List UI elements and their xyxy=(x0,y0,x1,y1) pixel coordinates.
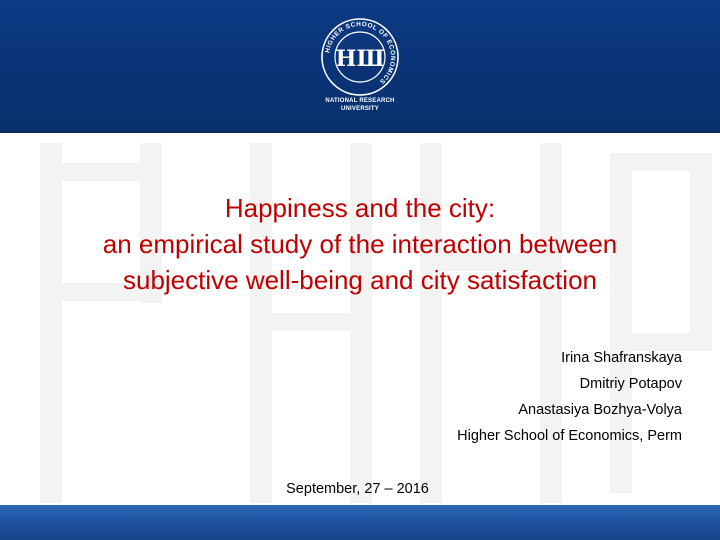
logo-caption-line2: UNIVERSITY xyxy=(340,106,379,112)
footer-band xyxy=(0,505,720,540)
presentation-date: September, 27 – 2016 xyxy=(286,481,429,497)
header-band xyxy=(0,0,720,133)
author-2: Dmitriy Potapov xyxy=(579,376,682,392)
background-watermark xyxy=(0,133,720,505)
title-line-3: subjective well-being and city satisfaction xyxy=(122,265,598,295)
logo-letters: НШ xyxy=(335,46,385,72)
affiliation: Higher School of Economics, Perm xyxy=(457,428,682,444)
logo-ring-text: HIGHER SCHOOL OF ECONOMICS xyxy=(324,20,397,86)
logo-caption-line1: NATIONAL RESEARCH xyxy=(325,98,395,104)
hse-logo-emblem xyxy=(318,12,402,102)
authors-block xyxy=(322,345,682,449)
author-1: Irina Shafranskaya xyxy=(561,350,682,366)
slide-title xyxy=(20,190,700,298)
title-line-1: Happiness and the city: xyxy=(224,193,496,223)
title-line-2: an empirical study of the interaction between xyxy=(102,229,618,259)
author-3: Anastasiya Bozhya-Volya xyxy=(518,402,682,418)
